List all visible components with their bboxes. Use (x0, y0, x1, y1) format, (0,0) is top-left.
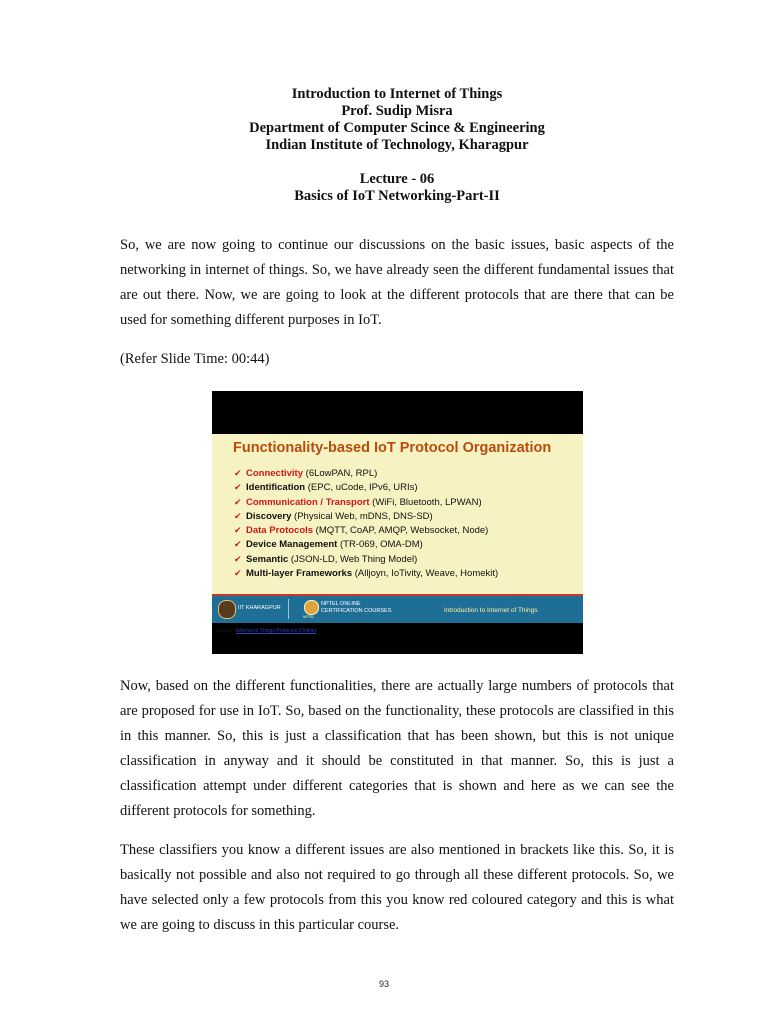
protocol-examples: (JSON-LD, Web Thing Model) (288, 553, 418, 565)
check-icon: ✔ (234, 525, 242, 536)
protocol-list-item (234, 509, 498, 523)
course-title: Introduction to Internet of Things (291, 86, 503, 102)
protocol-category: Communication / Transport (246, 496, 370, 508)
protocol-category: Connectivity (246, 468, 304, 479)
protocol-category: Data Protocols (246, 525, 314, 537)
protocol-list-item (234, 495, 498, 509)
protocol-examples: (6LowPAN, RPL) (303, 468, 378, 479)
refer-slide-time: (Refer Slide Time: 00:44) (120, 351, 270, 367)
protocol-list-item (234, 566, 498, 580)
protocol-list-item (234, 552, 498, 566)
lecture-number: Lecture - 06 (359, 171, 435, 187)
page-number: 93 (378, 979, 389, 989)
source-label: Source: (216, 628, 237, 634)
paragraph-classifiers: These classifiers you know a different issues are also mentioned in brackets like this. So, it is basically not possible and also not required to go through all these different protocols. So, we have selected only a few protocols from this you know red coloured category and this is what we are going to discuss in this particular course. (120, 842, 674, 933)
protocol-category: Multi-layer Frameworks (246, 568, 353, 580)
protocol-examples: (MQTT, CoAP, AMQP, Websocket, Node) (313, 525, 489, 537)
protocol-examples: (Physical Web, mDNS, DNS-SD) (291, 510, 433, 522)
institute-name: Indian Institute of Technology, Kharagpur (265, 137, 529, 153)
nptel-label (321, 601, 391, 614)
lecture-title: Basics of IoT Networking-Part-II (294, 188, 500, 204)
check-icon: ✔ (234, 468, 242, 478)
check-icon: ✔ (234, 539, 242, 550)
protocol-category: Discovery (246, 510, 292, 522)
slide-source (216, 628, 316, 634)
protocol-category: Identification (246, 482, 306, 494)
protocol-list (234, 466, 498, 580)
check-icon: ✔ (234, 496, 242, 507)
paragraph-intro: So, we are now going to continue our discussions on the basic issues, basic aspects of the networking in internet of things. So, we have already seen the different fundamental issues that are out there. Now, we are going to look at the different protocols that are there that can be used for something different purposes in IoT. (120, 237, 674, 328)
professor-name: Prof. Sudip Misra (341, 103, 453, 119)
nptel-line1: NPTEL ONLINE (321, 601, 361, 607)
check-icon: ✔ (234, 482, 242, 493)
protocol-list-item (234, 537, 498, 551)
department-name: Department of Computer Scince & Engineering (249, 120, 545, 136)
check-icon: ✔ (234, 568, 242, 579)
footer-divider (288, 599, 289, 619)
protocol-examples: (TR-069, OMA-DM) (337, 539, 423, 551)
protocol-category: Semantic (246, 553, 289, 565)
iit-logo-icon (218, 600, 236, 619)
protocol-list-item (234, 480, 498, 494)
source-link: Internet of Things Protocols (Online) (236, 628, 317, 634)
iit-label: IIT KHARAGPUR (238, 605, 281, 611)
check-icon: ✔ (234, 553, 242, 564)
protocol-examples: (EPC, uCode, IPv6, URIs) (305, 482, 418, 494)
nptel-line2: CERTIFICATION COURSES (321, 607, 392, 614)
lecture-slide-image (212, 391, 583, 654)
footer-accent-line (212, 594, 583, 596)
paragraph-functionalities: Now, based on the different functionalities, there are actually large numbers of protocols that are proposed for use in IoT. So, based on the functionality, these protocols are classified in this in this manner. So, this is just a classification that has been shown, but this is not unique classification in anyway and it should be constituted in that manner. So, this is just a classification attempt under different categories that is shown and here as we can see the different protocols for something. (120, 678, 674, 819)
header-gap (120, 154, 674, 171)
protocol-list-item (234, 523, 498, 537)
footer-course-title: Introduction to Internet of Things (444, 607, 538, 614)
protocol-examples: (WiFi, Bluetooth, LPWAN) (369, 496, 482, 508)
protocol-category: Device Management (246, 539, 338, 551)
nptel-small-label: NPTEL (303, 615, 315, 619)
slide-title: Functionality-based IoT Protocol Organization (233, 440, 552, 456)
nptel-logo-icon (304, 600, 319, 615)
protocol-examples: (Alljoyn, IoTivity, Weave, Homekit) (352, 568, 499, 580)
check-icon: ✔ (234, 510, 242, 521)
protocol-list-item (234, 466, 498, 480)
slide-footer (212, 594, 583, 623)
lecture-header (120, 86, 674, 205)
